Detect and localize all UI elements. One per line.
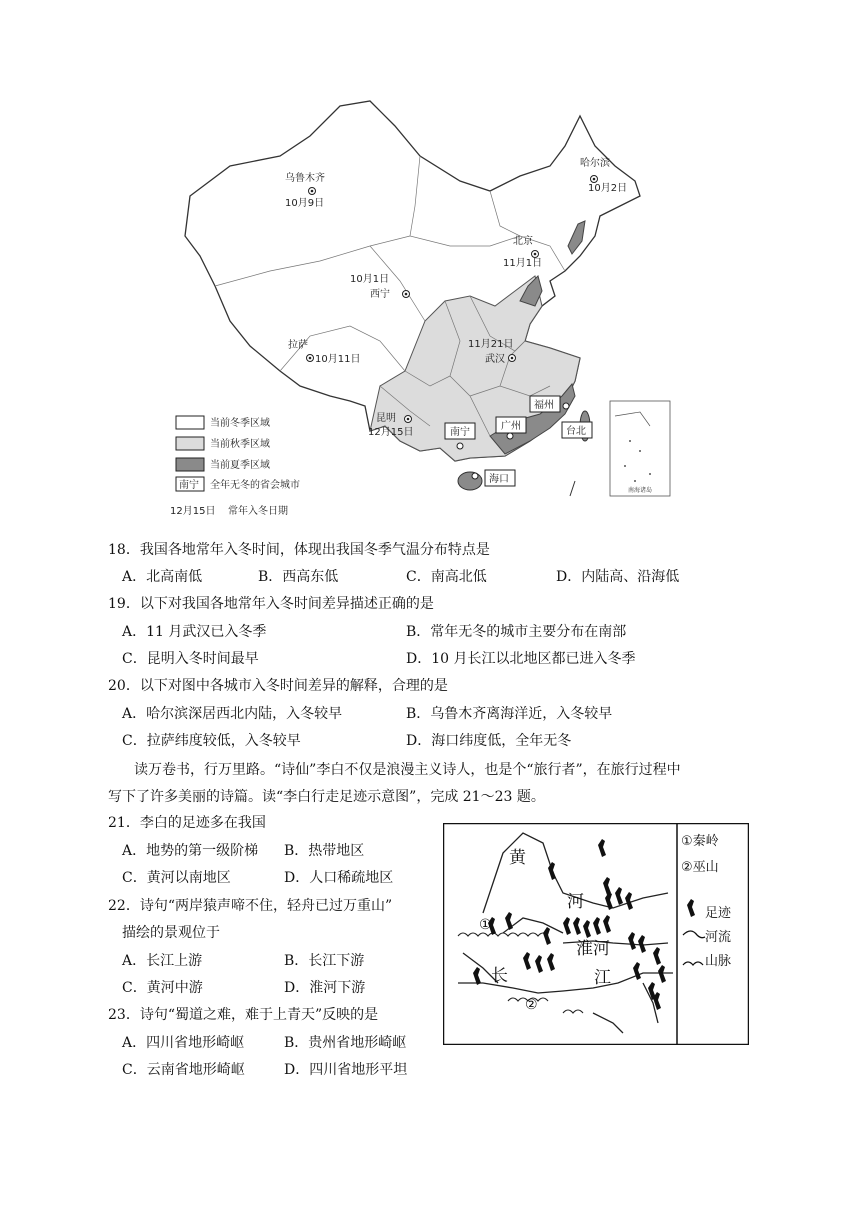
q19-stem: 19．以下对我国各地常年入冬时间差异描述正确的是	[108, 596, 434, 612]
city-name: 昆明	[376, 413, 396, 424]
label-huaihe: 淮河	[576, 939, 610, 959]
q22-option-a[interactable]: A．长江上游	[122, 953, 203, 969]
city-date: 10月2日	[588, 183, 628, 194]
label-he: 河	[567, 892, 584, 912]
label-jiang: 江	[594, 968, 611, 988]
q21-option-a[interactable]: A．地势的第一级阶梯	[122, 843, 259, 859]
q18-option-d[interactable]: D．内陆高、沿海低	[556, 569, 680, 585]
city-name: 拉萨	[288, 340, 308, 351]
city-date: 12月15日	[368, 427, 414, 438]
q23-option-b[interactable]: B．贵州省地形崎岖	[284, 1035, 407, 1051]
city-name: 福州	[534, 400, 554, 411]
city-name: 西宁	[370, 289, 390, 300]
city-date: 10月11日	[315, 354, 361, 365]
q22-stem-cont: 描绘的景观位于	[122, 925, 220, 941]
legend-qinling: ①秦岭	[681, 834, 719, 849]
city-name: 北京	[513, 236, 533, 247]
li-bai-footprint-map	[443, 823, 749, 1045]
legend-river: 河流	[705, 930, 732, 945]
q20-option-d[interactable]: D．海口纬度低，全年无冬	[406, 733, 572, 749]
q20-option-c[interactable]: C．拉萨纬度较低，入冬较早	[122, 733, 301, 749]
q22-option-d[interactable]: D．淮河下游	[284, 980, 366, 996]
legend-mountain: 山脉	[705, 954, 732, 969]
q23-option-c[interactable]: C．云南省地形崎岖	[122, 1062, 245, 1078]
map-legend	[170, 416, 300, 517]
q18-stem: 18．我国各地常年入冬时间，体现出我国冬季气温分布特点是	[108, 542, 490, 558]
city-name: 乌鲁木齐	[285, 173, 325, 184]
legend-label: 当前冬季区域	[210, 418, 270, 429]
q23-option-a[interactable]: A．四川省地形崎岖	[122, 1035, 245, 1051]
legend-label: 常年入冬日期	[228, 506, 288, 517]
label-wushan-marker: ②	[525, 997, 538, 1013]
city-name: 广州	[501, 421, 521, 432]
legend-label: 当前夏季区域	[210, 460, 270, 471]
city-name: 南宁	[450, 427, 470, 438]
city-name: 哈尔滨	[580, 158, 610, 169]
city-date: 11月21日	[468, 339, 514, 350]
label-qinling-marker: ①	[479, 917, 492, 933]
city-date: 10月1日	[350, 274, 390, 285]
city-name: 海口	[489, 474, 509, 485]
legend-wushan: ②巫山	[681, 860, 719, 875]
legend-label: 全年无冬的省会城市	[210, 480, 300, 491]
q19-option-b[interactable]: B．常年无冬的城市主要分布在南部	[406, 624, 627, 640]
q19-option-c[interactable]: C．昆明入冬时间最早	[122, 651, 259, 667]
q22-stem: 22．诗句“两岸猿声啼不住，轻舟已过万重山”	[108, 898, 393, 914]
inset-label: 南海诸岛	[627, 487, 653, 494]
legend-footprint: 足迹	[705, 906, 732, 921]
q23-option-d[interactable]: D．四川省地形平坦	[284, 1062, 408, 1078]
q23-stem: 23．诗句“蜀道之难，难于上青天”反映的是	[108, 1007, 379, 1023]
q19-option-a[interactable]: A．11 月武汉已入冬季	[122, 624, 267, 640]
city-date: 11月1日	[503, 258, 543, 269]
q22-option-b[interactable]: B．长江下游	[284, 953, 365, 969]
q18-option-b[interactable]: B．西高东低	[258, 569, 339, 585]
city-name: 台北	[566, 426, 586, 437]
q21-option-c[interactable]: C．黄河以南地区	[122, 870, 231, 886]
q21-option-b[interactable]: B．热带地区	[284, 843, 365, 859]
label-huang: 黄	[509, 848, 526, 868]
q18-option-c[interactable]: C．南高北低	[406, 569, 487, 585]
city-date: 10月9日	[285, 198, 325, 209]
label-chang: 长	[491, 966, 508, 986]
q20-option-b[interactable]: B．乌鲁木齐离海洋近，入冬较早	[406, 706, 613, 722]
passage-line1: 读万卷书，行万里路。“诗仙”李白不仅是浪漫主义诗人，也是个“旅行者”，在旅行过程中	[134, 762, 681, 778]
legend-label: 当前秋季区域	[210, 439, 270, 450]
legend-sample: 12月15日	[170, 506, 216, 517]
q19-option-d[interactable]: D．10 月长江以北地区都已进入冬季	[406, 651, 636, 667]
city-name: 武汉	[485, 354, 505, 365]
hainan-island	[458, 472, 482, 490]
q21-option-d[interactable]: D．人口稀疏地区	[284, 870, 394, 886]
china-winter-map	[170, 96, 690, 526]
q20-option-a[interactable]: A．哈尔滨深居西北内陆，入冬较早	[122, 706, 343, 722]
q18-option-a[interactable]: A．北高南低	[122, 569, 203, 585]
passage-line2: 写下了许多美丽的诗篇。读“李白行走足迹示意图”，完成 21～23 题。	[108, 789, 545, 805]
q22-option-c[interactable]: C．黄河中游	[122, 980, 203, 996]
legend-sample: 南宁	[179, 480, 199, 491]
q20-stem: 20．以下对图中各城市入冬时间差异的解释，合理的是	[108, 678, 448, 694]
q21-stem: 21．李白的足迹多在我国	[108, 815, 266, 831]
